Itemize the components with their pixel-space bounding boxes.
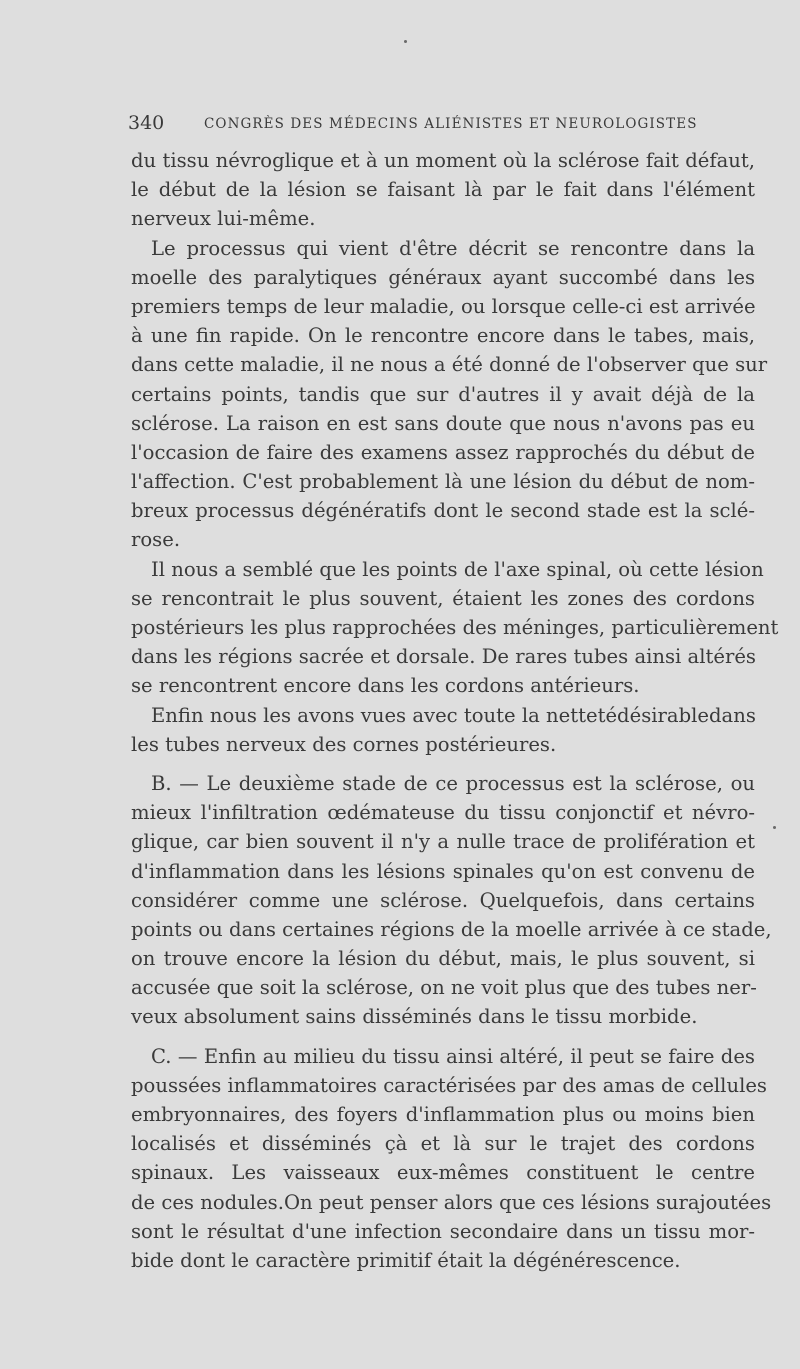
text-line: l'affection. C'est probablement là une lésion du début de nom- (131, 470, 755, 494)
text-line: de ces nodules.On peut penser alors que ces lésions surajoutées (131, 1190, 772, 1214)
text-line: sont le résultat d'une infection secondaire dans un tissu mor- (131, 1219, 755, 1243)
text-line: rose. (131, 528, 181, 552)
paper-speck (404, 40, 407, 43)
text-line: sclérose. La raison en est sans doute que nous n'avons pas eu (131, 411, 755, 435)
text-line: d'inflammation dans les lésions spinales qu'on est convenu de (131, 859, 755, 883)
text-line: moelle des paralytiques généraux ayant succombé dans les (131, 265, 755, 289)
text-line: le début de la lésion se faisant là par le fait dans l'élément (131, 178, 755, 202)
text-line: l'occasion de faire des examens assez rapprochés du début de (131, 440, 755, 464)
text-line: on trouve encore la lésion du début, mais, le plus souvent, si (131, 947, 755, 971)
text-line: certains points, tandis que sur d'autres il y avait déjà de la (131, 382, 755, 406)
paper-speck (773, 826, 776, 829)
text-line: C. — Enfin au milieu du tissu ainsi altéré, il peut se faire des (151, 1044, 755, 1068)
text-line: mieux l'infiltration œdémateuse du tissu conjonctif et névro- (131, 801, 755, 825)
text-line: bide dont le caractère primitif était la dégénérescence. (131, 1248, 681, 1272)
body-text (131, 146, 779, 1275)
text-line: glique, car bien souvent il n'y a nulle trace de prolifération et (131, 830, 755, 854)
page-number: 340 (128, 112, 165, 134)
text-line: postérieurs les plus rapprochées des méninges, particulièrement (131, 616, 779, 639)
text-line: breux processus dégénératifs dont le second stade est la sclé- (131, 499, 755, 523)
text-line: B. — Le deuxième stade de ce processus est la sclérose, ou (151, 771, 755, 795)
text-line: premiers temps de leur maladie, ou lorsque celle-ci est arrivée (131, 294, 756, 318)
text-line: à une fin rapide. On le rencontre encore dans le tabes, mais, (131, 324, 755, 348)
text-line: Il nous a semblé que les points de l'axe spinal, où cette lésion (151, 557, 764, 581)
text-line: se rencontrent encore dans les cordons antérieurs. (131, 674, 640, 698)
page-header (128, 112, 698, 138)
text-line: accusée que soit la sclérose, on ne voit plus que des tubes ner- (131, 976, 757, 1000)
text-line: spinaux. Les vaisseaux eux-mêmes constituent le centre (131, 1161, 755, 1185)
text-line: Le processus qui vient d'être décrit se rencontre dans la (151, 236, 755, 260)
text-line: localisés et disséminés çà et là sur le trajet des cordons (131, 1132, 755, 1156)
text-line: se rencontrait le plus souvent, étaient les zones des cordons (131, 586, 755, 610)
text-line: dans les régions sacrée et dorsale. De rares tubes ainsi altérés (131, 645, 756, 669)
text-line: les tubes nerveux des cornes postérieures. (131, 732, 557, 756)
text-line: veux absolument sains disséminés dans le tissu morbide. (131, 1005, 698, 1029)
text-line: poussées inflammatoires caractérisées par des amas de cellules (131, 1073, 767, 1097)
text-line: points ou dans certaines régions de la moelle arrivée à ce stade, (131, 917, 772, 941)
text-line: du tissu névroglique et à un moment où la sclérose fait défaut, (131, 149, 755, 172)
text-line: nerveux lui-même. (131, 207, 316, 231)
running-title: CONGRÈS DES MÉDECINS ALIÉNISTES ET NEUROLOGISTES (204, 116, 698, 132)
text-line: dans cette maladie, il ne nous a été donné de l'observer que sur (131, 353, 768, 377)
text-line: Enfin nous les avons vues avec toute la nettetédésirabledans (151, 703, 756, 727)
text-line: embryonnaires, des foyers d'inflammation plus ou moins bien (131, 1103, 755, 1126)
text-line: considérer comme une sclérose. Quelquefois, dans certains (131, 888, 755, 912)
